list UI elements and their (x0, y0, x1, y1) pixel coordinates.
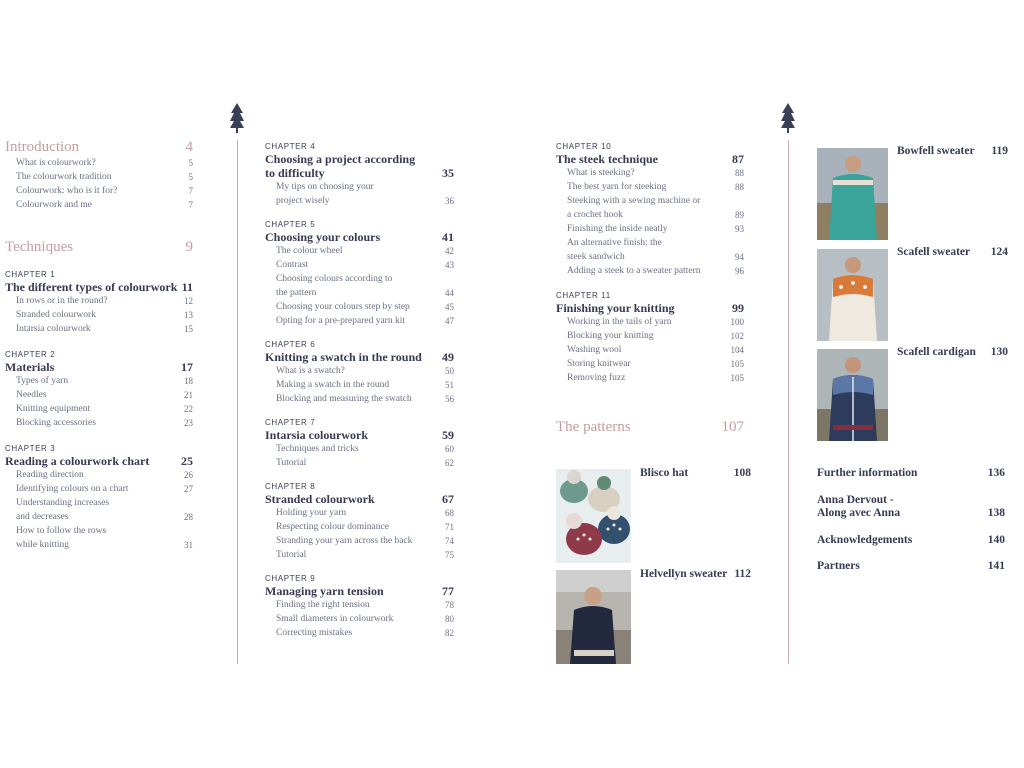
entry-title: while knitting (16, 540, 70, 550)
toc-entry (265, 520, 454, 534)
entry-title: Small diameters in colourwork (276, 614, 394, 624)
end-entry (817, 466, 1005, 480)
end-entry-title: Acknowledgements (817, 534, 913, 546)
part-title-text: Techniques (5, 239, 74, 255)
blisco-hat-photo (556, 469, 631, 563)
tree-icon (230, 103, 244, 133)
entry-title: Respecting colour dominance (276, 522, 389, 532)
toc-entry (556, 343, 744, 357)
entry-title: Choosing colours according to (276, 274, 393, 284)
toc-entry (556, 315, 744, 329)
toc-entry (265, 364, 454, 378)
entry-title: Opting for a pre-prepared yarn kit (276, 316, 405, 326)
pattern-entry (640, 568, 751, 580)
entry-title: Tutorial (276, 458, 307, 468)
cardigan-image (817, 349, 888, 441)
part-title (5, 139, 193, 156)
toc-entry (265, 300, 454, 314)
entry-page: 78 (445, 600, 454, 610)
toc-entry (556, 236, 744, 250)
entry-title: The colourwork tradition (16, 172, 112, 182)
chapter-label: CHAPTER 5 (265, 220, 316, 229)
chapter-title-text: Knitting a swatch in the round (265, 350, 422, 364)
part-title (556, 419, 744, 436)
entry-page: 71 (445, 522, 454, 532)
toc-entry (556, 180, 744, 194)
entry-page: 102 (730, 331, 744, 341)
chapter-label: CHAPTER 3 (5, 444, 56, 453)
toc-entry (265, 506, 454, 520)
entry-page: 68 (445, 508, 454, 518)
entry-page: 28 (184, 512, 193, 522)
entry-page: 27 (184, 484, 193, 494)
pattern-entry (897, 145, 1008, 157)
entry-page: 105 (730, 359, 744, 369)
entry-page: 80 (445, 614, 454, 624)
entry-title: Washing wool (567, 345, 622, 355)
entry-title: What is steeking? (567, 168, 635, 178)
entry-title: Making a swatch in the round (276, 380, 390, 390)
chapter-title-text: to difficulty (265, 166, 325, 180)
chapter-title (265, 428, 454, 442)
end-entry-title: Along avec Anna (817, 507, 901, 519)
sweater-image (556, 570, 631, 664)
bowfell-sweater-photo (817, 148, 888, 240)
entry-title: Blocking accessories (16, 418, 96, 428)
helvellyn-sweater-photo (556, 570, 631, 664)
chapter-title-text: Choosing your colours (265, 230, 381, 244)
entry-title: Techniques and tricks (276, 444, 359, 454)
entry-title: What is colourwork? (16, 158, 96, 168)
part-title-text: The patterns (556, 419, 631, 435)
toc-entry (265, 272, 454, 286)
toc-entry (556, 329, 744, 343)
entry-title: Storing knitwear (567, 359, 631, 369)
entry-title: Holding your yarn (276, 508, 347, 518)
entry-page: 18 (184, 376, 193, 386)
chapter-title-text: The steek technique (556, 152, 658, 166)
entry-title: steek sandwich (567, 252, 625, 262)
page-number: 99 (732, 301, 744, 315)
chapter-title (265, 350, 454, 364)
chapter-title-text: Managing yarn tension (265, 584, 384, 598)
toc-entry (556, 264, 744, 278)
entry-page: 56 (445, 394, 454, 404)
entry-title: In rows or in the round? (16, 296, 108, 306)
entry-page: 88 (735, 182, 744, 192)
tree-icon (781, 103, 795, 133)
toc-entry (265, 548, 454, 562)
scafell-cardigan-photo (817, 349, 888, 441)
page-number: 138 (987, 507, 1005, 519)
entry-title: Blocking your knitting (567, 331, 654, 341)
entry-title: Understanding increases (16, 498, 110, 508)
entry-page: 94 (735, 252, 744, 262)
toc-entry (5, 308, 193, 322)
chapter-title (5, 360, 193, 374)
pattern-title: Bowfell sweater (897, 145, 975, 157)
entry-title: Intarsia colourwork (16, 324, 91, 334)
end-entry-title: Anna Dervout - (817, 494, 894, 506)
entry-page: 100 (730, 317, 744, 327)
page-number: 9 (185, 239, 193, 255)
pattern-title: Scafell cardigan (897, 346, 976, 358)
toc-entry (265, 244, 454, 258)
entry-page: 15 (184, 324, 193, 334)
page-number: 136 (987, 467, 1005, 479)
entry-page: 5 (188, 172, 193, 182)
entry-title: Colourwork: who is it for? (16, 186, 118, 196)
entry-title: Working in the tails of yarn (567, 317, 672, 327)
pattern-entry (897, 246, 1008, 258)
page-number: 35 (442, 166, 454, 180)
chapter-label: CHAPTER 4 (265, 142, 316, 151)
toc-entry (5, 294, 193, 308)
entry-title: What is a swatch? (276, 366, 345, 376)
toc-entry (5, 388, 193, 402)
entry-title: Removing fuzz (567, 373, 626, 383)
entry-title: Correcting mistakes (276, 628, 353, 638)
entry-page: 45 (445, 302, 454, 312)
toc-entry (556, 250, 744, 264)
toc-entry (5, 468, 193, 482)
entry-title: Finding the right tension (276, 600, 370, 610)
toc-entry (265, 456, 454, 470)
toc-entry (5, 156, 193, 170)
part-title-text: Introduction (5, 139, 80, 155)
chapter-title (265, 584, 454, 598)
chapter-label: CHAPTER 1 (5, 270, 56, 279)
toc-column-3 (556, 131, 744, 385)
toc-entry (265, 378, 454, 392)
page-number: 87 (732, 152, 744, 166)
entry-title: Identifying colours on a chart (16, 484, 129, 494)
entry-page: 31 (184, 540, 193, 550)
toc-entry (265, 314, 454, 328)
entry-page: 13 (184, 310, 193, 320)
page-number: 4 (185, 139, 193, 155)
sweater-image (817, 148, 888, 240)
entry-title: Finishing the inside neatly (567, 224, 668, 234)
chapter-label: CHAPTER 11 (556, 291, 611, 300)
entry-page: 42 (445, 246, 454, 256)
chapter-title (265, 492, 454, 506)
end-entry (817, 493, 1005, 507)
toc-entry (5, 482, 193, 496)
toc-column-2 (265, 131, 454, 640)
page-number: 25 (181, 454, 193, 468)
page-number: 11 (181, 280, 193, 294)
page-number: 77 (442, 584, 454, 598)
entry-title: project wisely (276, 196, 330, 206)
sweater-image (817, 249, 888, 341)
entry-title: Tutorial (276, 550, 307, 560)
page-number: 41 (442, 230, 454, 244)
toc-entry (5, 322, 193, 336)
chapter-title-text: The different types of colourwork (5, 280, 178, 294)
entry-page: 88 (735, 168, 744, 178)
toc-entry (265, 286, 454, 300)
chapter-title (265, 230, 454, 244)
entry-page: 5 (188, 158, 193, 168)
divider (788, 140, 789, 664)
pattern-entry (640, 467, 751, 479)
entry-title: The colour wheel (276, 246, 343, 256)
divider (237, 140, 238, 664)
chapter-label: CHAPTER 10 (556, 142, 612, 151)
toc-entry (265, 442, 454, 456)
toc-entry (556, 357, 744, 371)
chapter-label: CHAPTER 9 (265, 574, 316, 583)
chapter-label: CHAPTER 7 (265, 418, 316, 427)
entry-title: Steeking with a sewing machine or (567, 196, 701, 206)
chapter-title-text: Finishing your knitting (556, 301, 675, 315)
pattern-entry (897, 346, 1008, 358)
toc-entry (265, 392, 454, 406)
entry-title: Colourwork and me (16, 200, 92, 210)
page-number: 130 (990, 346, 1008, 358)
entry-title: Blocking and measuring the swatch (276, 394, 412, 404)
entry-page: 23 (184, 418, 193, 428)
entry-title: Needles (16, 390, 47, 400)
toc-entry (5, 496, 193, 510)
toc-entry (5, 170, 193, 184)
entry-page: 44 (445, 288, 454, 298)
entry-title: The best yarn for steeking (567, 182, 667, 192)
entry-page: 93 (735, 224, 744, 234)
entry-page: 22 (184, 404, 193, 414)
toc-entry (5, 416, 193, 430)
entry-title: My tips on choosing your (276, 182, 374, 192)
entry-title: Stranding your yarn across the back (276, 536, 413, 546)
page-number: 67 (442, 492, 454, 506)
end-entry (817, 506, 1005, 520)
chapter-title-text: Choosing a project according (265, 152, 416, 166)
entry-title: Types of yarn (16, 376, 69, 386)
entry-page: 74 (445, 536, 454, 546)
entry-title: the pattern (276, 288, 317, 298)
entry-page: 43 (445, 260, 454, 270)
toc-entry (265, 180, 454, 194)
toc-entry (5, 198, 193, 212)
toc-entry (556, 222, 744, 236)
pattern-title: Scafell sweater (897, 246, 971, 258)
entry-title: How to follow the rows (16, 526, 107, 536)
end-entry (817, 559, 1005, 573)
toc-entry (556, 194, 744, 208)
toc-entry (5, 374, 193, 388)
toc-entry (5, 184, 193, 198)
end-entry-title: Partners (817, 560, 860, 572)
part-title (5, 239, 193, 256)
scafell-sweater-photo (817, 249, 888, 341)
toc-entry (5, 524, 193, 538)
entry-page: 96 (735, 266, 744, 276)
chapter-label: CHAPTER 8 (265, 482, 316, 491)
entry-page: 82 (445, 628, 454, 638)
entry-title: Stranded colourwork (16, 310, 96, 320)
toc-entry (5, 402, 193, 416)
entry-page: 7 (188, 186, 193, 196)
chapter-title (5, 280, 193, 294)
hat-image (556, 469, 631, 563)
entry-page: 60 (445, 444, 454, 454)
entry-title: and decreases (16, 512, 69, 522)
entry-title: Contrast (276, 260, 309, 270)
entry-title: Choosing your colours step by step (276, 302, 410, 312)
page-number: 107 (721, 419, 744, 435)
entry-page: 89 (735, 210, 744, 220)
entry-page: 21 (184, 390, 193, 400)
toc-entry (556, 371, 744, 385)
chapter-title (265, 152, 454, 166)
entry-title: Adding a steek to a sweater pattern (567, 266, 701, 276)
chapter-title-text: Stranded colourwork (265, 492, 375, 506)
toc-entry (556, 166, 744, 180)
end-entry-title: Further information (817, 467, 918, 479)
chapter-title-text: Intarsia colourwork (265, 428, 368, 442)
toc-entry (5, 538, 193, 552)
chapter-title (556, 152, 744, 166)
entry-page: 105 (730, 373, 744, 383)
entry-page: 75 (445, 550, 454, 560)
toc-entry (265, 258, 454, 272)
entry-page: 104 (730, 345, 744, 355)
page-number: 59 (442, 428, 454, 442)
page-number: 112 (734, 568, 751, 580)
toc-entry (265, 194, 454, 208)
toc-entry (556, 208, 744, 222)
page-number: 49 (442, 350, 454, 364)
page-number: 17 (181, 360, 193, 374)
toc-entry (265, 534, 454, 548)
entry-page: 62 (445, 458, 454, 468)
entry-page: 50 (445, 366, 454, 376)
entry-title: a crochet hook (567, 210, 623, 220)
page-number: 141 (987, 560, 1005, 572)
page-number: 124 (990, 246, 1008, 258)
entry-page: 51 (445, 380, 454, 390)
entry-page: 36 (445, 196, 454, 206)
entry-page: 12 (184, 296, 193, 306)
page-number: 108 (733, 467, 751, 479)
chapter-title (5, 454, 193, 468)
entry-page: 47 (445, 316, 454, 326)
toc-entry (265, 626, 454, 640)
entry-page: 7 (188, 200, 193, 210)
entry-page: 26 (184, 470, 193, 480)
entry-title: An alternative finish: the (567, 238, 662, 248)
pattern-title: Helvellyn sweater (640, 568, 728, 580)
toc-column-1 (5, 139, 193, 552)
chapter-label: CHAPTER 6 (265, 340, 316, 349)
entry-title: Reading direction (16, 470, 84, 480)
chapter-title (556, 301, 744, 315)
toc-entry (5, 510, 193, 524)
chapter-title-text: Materials (5, 360, 55, 374)
toc-entry (265, 598, 454, 612)
page-number: 140 (987, 534, 1005, 546)
entry-title: Knitting equipment (16, 404, 91, 414)
chapter-label: CHAPTER 2 (5, 350, 56, 359)
chapter-title (265, 166, 454, 180)
chapter-title-text: Reading a colourwork chart (5, 454, 150, 468)
toc-entry (265, 612, 454, 626)
page-number: 119 (991, 145, 1008, 157)
end-entry (817, 533, 1005, 547)
pattern-title: Blisco hat (640, 467, 689, 479)
